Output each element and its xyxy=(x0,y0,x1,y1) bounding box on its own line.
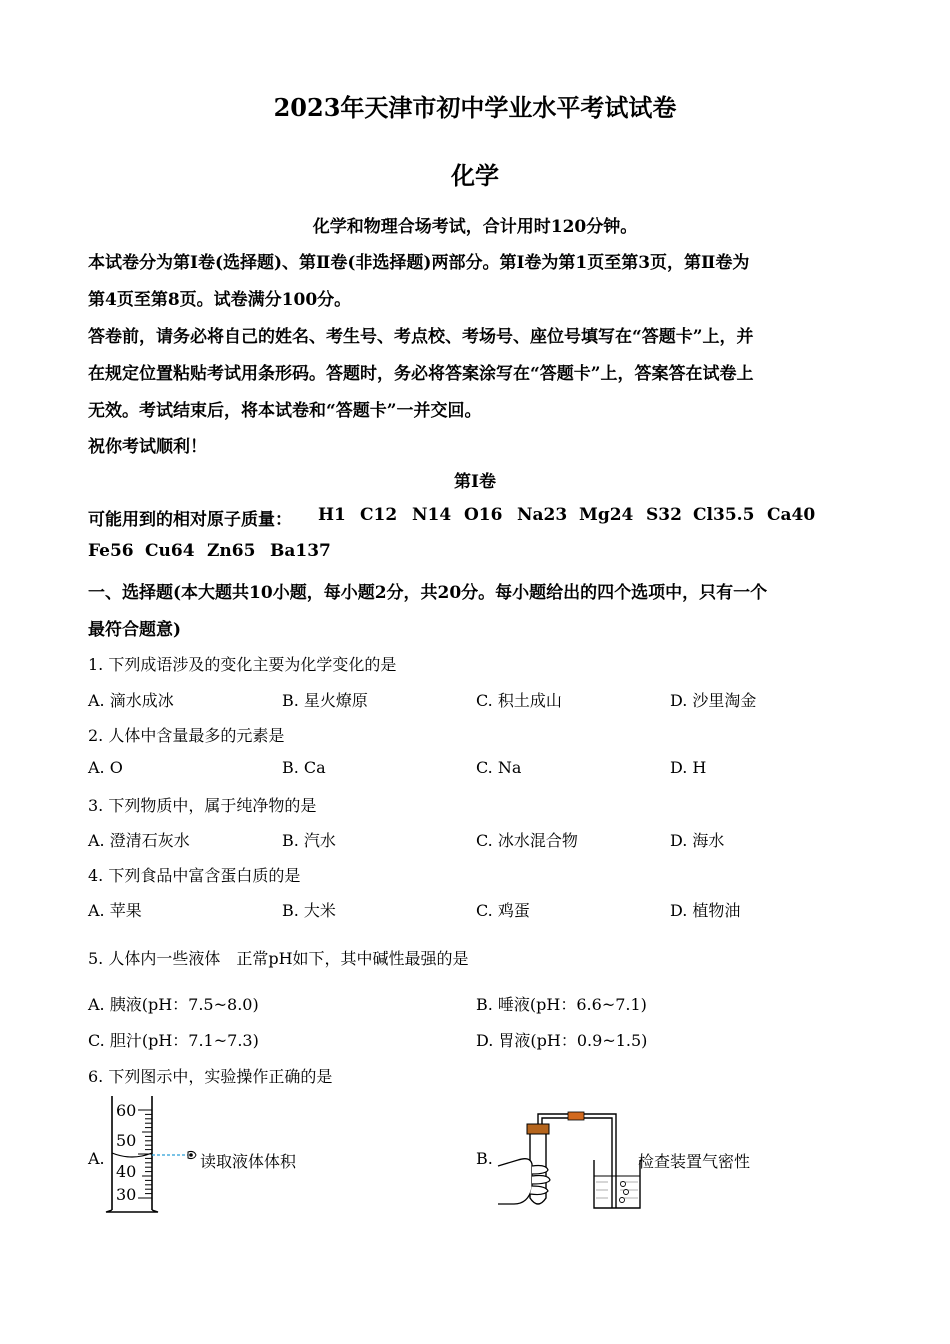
option-c: C. 积土成山 xyxy=(476,691,562,710)
atomic-mass-item: Cu64 xyxy=(145,541,195,561)
option-b: B. 汽水 xyxy=(282,831,336,850)
exam-subtitle: 化学和物理合场考试，合计用时120分钟。 xyxy=(312,217,638,237)
option-d: D. 胃液(pH：0.9~1.5) xyxy=(476,1031,648,1050)
option-d: D. H xyxy=(670,758,707,777)
scale-label: 50 xyxy=(116,1131,137,1150)
question-stem: 5. 人体内一些液体 正常pH如下，其中碱性最强的是 xyxy=(88,949,469,968)
option-c: C. 胆汁(pH：7.1~7.3) xyxy=(88,1031,259,1050)
atomic-mass-item: O16 xyxy=(464,505,503,525)
atomic-mass-item: Ba137 xyxy=(270,541,331,561)
instruction-line: 无效。考试结束后，将本试卷和“答题卡”一并交回。 xyxy=(88,401,482,421)
section-title: 第Ⅰ卷 xyxy=(454,472,496,492)
option-a: A. 澄清石灰水 xyxy=(88,831,190,850)
question-stem: 4. 下列食品中富含蛋白质的是 xyxy=(88,866,301,885)
figure-caption: 读取液体体积 xyxy=(200,1152,297,1171)
option-b: B. 唾液(pH：6.6~7.1) xyxy=(476,995,647,1014)
atomic-mass-item: Zn65 xyxy=(207,541,256,561)
atomic-mass-item: Mg24 xyxy=(579,505,634,525)
atomic-mass-item: S32 xyxy=(646,505,682,525)
part-title: 最符合题意) xyxy=(88,620,182,640)
atomic-mass-item: H1 xyxy=(318,505,346,525)
scale-label: 40 xyxy=(116,1162,137,1181)
question-stem: 2. 人体中含量最多的元素是 xyxy=(88,726,285,745)
scale-label: 60 xyxy=(116,1101,137,1120)
question-stem: 3. 下列物质中，属于纯净物的是 xyxy=(88,796,317,815)
option-c: C. Na xyxy=(476,758,522,777)
option-a: A. xyxy=(88,1149,105,1168)
option-b: B. Ca xyxy=(282,758,326,777)
option-a: A. 滴水成冰 xyxy=(88,691,174,710)
instruction-line: 本试卷分为第Ⅰ卷(选择题)、第Ⅱ卷(非选择题)两部分。第Ⅰ卷为第1页至第3页，第Ⅱ卷为 xyxy=(88,253,750,273)
atomic-mass-item: C12 xyxy=(360,505,398,525)
option-d: D. 沙里淘金 xyxy=(670,691,757,710)
option-a: A. 胰液(pH：7.5~8.0) xyxy=(88,995,259,1014)
part-title: 一、选择题(本大题共10小题，每小题2分，共20分。每小题给出的四个选项中，只有一个 xyxy=(88,583,768,603)
atomic-mass-item: N14 xyxy=(412,505,452,525)
figure-caption: 检查装置气密性 xyxy=(638,1152,751,1171)
instruction-line: 答卷前，请务必将自己的姓名、考生号、考点校、考场号、座位号填写在“答题卡”上，并 xyxy=(88,327,754,347)
question-stem: 1. 下列成语涉及的变化主要为化学变化的是 xyxy=(88,655,397,674)
instruction-line: 第4页至第8页。试卷满分100分。 xyxy=(88,290,352,310)
atomic-mass-item: Ca40 xyxy=(767,505,816,525)
subject-title: 化学 xyxy=(451,161,499,190)
option-b: B. 大米 xyxy=(282,901,336,920)
instruction-line: 在规定位置粘贴考试用条形码。答题时，务必将答案涂写在“答题卡”上，答案答在试卷上 xyxy=(88,364,754,384)
option-d: D. 植物油 xyxy=(670,901,741,920)
option-c: C. 冰水混合物 xyxy=(476,831,578,850)
option-d: D. 海水 xyxy=(670,831,725,850)
option-b: B. 星火燎原 xyxy=(282,691,368,710)
atomic-mass-item: Fe56 xyxy=(88,541,134,561)
atomic-mass-item: Cl35.5 xyxy=(693,505,755,525)
airtightness-check-figure xyxy=(496,1108,646,1214)
atomic-mass-item: Na23 xyxy=(517,505,568,525)
option-c: C. 鸡蛋 xyxy=(476,901,530,920)
option-a: A. 苹果 xyxy=(88,901,142,920)
question-stem: 6. 下列图示中，实验操作正确的是 xyxy=(88,1067,333,1086)
atomic-mass-label: 可能用到的相对原子质量： xyxy=(88,510,292,530)
good-luck-text: 祝你考试顺利！ xyxy=(88,437,207,457)
page-title: 2023年天津市初中学业水平考试试卷 xyxy=(273,93,677,122)
scale-label: 30 xyxy=(116,1185,137,1204)
option-b: B. xyxy=(476,1149,493,1168)
option-a: A. O xyxy=(88,758,123,777)
